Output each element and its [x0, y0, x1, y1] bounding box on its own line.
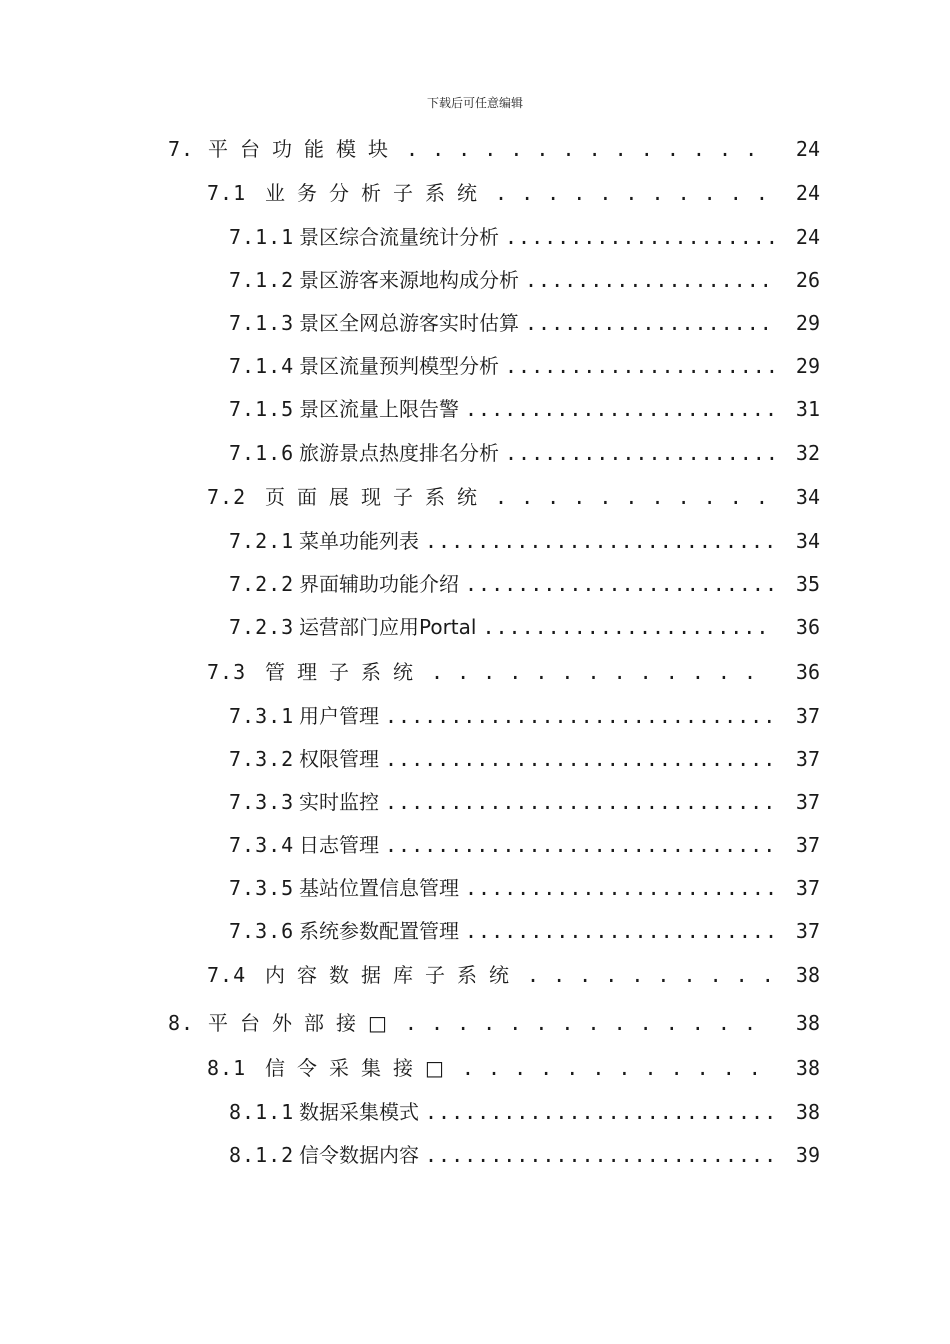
toc-leader-dots [406, 131, 774, 167]
toc-entry-title: 信令数据内容 [299, 1143, 419, 1167]
toc-entry-page: 24 [795, 181, 820, 205]
toc-entry-number: 7.3.5 [229, 876, 295, 900]
toc-entry-title: 平台功能模块 [208, 137, 400, 161]
toc-leader-dots [505, 348, 774, 384]
toc-entry-number: 7.2.3 [229, 615, 295, 639]
toc-entry-page: 37 [795, 833, 820, 857]
toc-entry-page: 37 [795, 747, 820, 771]
toc-entry[interactable] [229, 435, 820, 471]
toc-leader-dots [425, 523, 774, 559]
toc-entry-page: 38 [795, 1056, 820, 1080]
toc-entry-title: 景区流量预判模型分析 [299, 354, 499, 378]
toc-entry[interactable] [229, 1137, 820, 1173]
toc-entry-title: 平台外部接□ [208, 1011, 399, 1035]
toc-entry-page: 31 [795, 397, 820, 421]
toc-entry-title: 菜单功能列表 [299, 529, 419, 553]
toc-entry[interactable] [229, 609, 820, 645]
toc-entry-page: 37 [795, 876, 820, 900]
toc-entry[interactable] [229, 698, 820, 734]
toc-entry[interactable] [229, 523, 820, 559]
toc-entry-page: 38 [795, 963, 820, 987]
toc-entry-page: 24 [795, 137, 820, 161]
toc-entry-title: 信令采集接□ [265, 1056, 456, 1080]
toc-leader-dots [431, 654, 774, 690]
toc-entry[interactable] [207, 175, 820, 211]
toc-leader-dots [405, 1005, 774, 1041]
toc-entry-number: 7.1.2 [229, 268, 295, 292]
toc-leader-dots [527, 957, 774, 993]
toc-entry-title: 内容数据库子系统 [265, 963, 521, 987]
toc-entry[interactable] [207, 957, 820, 993]
toc-entry-number: 7.1.5 [229, 397, 295, 421]
toc-entry[interactable] [229, 391, 820, 427]
toc-entry-number: 7.1.1 [229, 225, 295, 249]
toc-entry-number: 7.2 [207, 485, 247, 509]
toc-entry-title: 运营部门应用Portal [299, 615, 477, 639]
toc-entry-title: 景区综合流量统计分析 [299, 225, 499, 249]
toc-leader-dots [465, 913, 774, 949]
toc-entry-title: 业务分析子系统 [265, 181, 489, 205]
toc-entry-page: 36 [795, 615, 820, 639]
toc-entry-title: 权限管理 [299, 747, 379, 771]
toc-entry-title: 景区游客来源地构成分析 [299, 268, 519, 292]
toc-entry-number: 7.3.2 [229, 747, 295, 771]
toc-leader-dots [495, 175, 774, 211]
toc-entry[interactable] [229, 348, 820, 384]
toc-entry-title: 日志管理 [299, 833, 379, 857]
toc-entry-title: 页面展现子系统 [265, 485, 489, 509]
toc-leader-dots [505, 435, 774, 471]
toc-leader-dots [495, 479, 774, 515]
toc-entry[interactable] [207, 1050, 820, 1086]
toc-entry-number: 7.3.3 [229, 790, 295, 814]
toc-entry-page: 29 [795, 311, 820, 335]
toc-entry[interactable] [229, 566, 820, 602]
toc-entry-page: 35 [795, 572, 820, 596]
toc-entry-number: 7.1.6 [229, 441, 295, 465]
toc-leader-dots [425, 1137, 774, 1173]
toc-entry-title: 用户管理 [299, 704, 379, 728]
toc-entry[interactable] [229, 219, 820, 255]
toc-entry-title: 实时监控 [299, 790, 379, 814]
toc-entry-number: 7.2.1 [229, 529, 295, 553]
toc-entry-number: 7.1.4 [229, 354, 295, 378]
toc-leader-dots [385, 698, 774, 734]
toc-entry-number: 7.4 [207, 963, 247, 987]
toc-leader-dots [465, 566, 774, 602]
toc-entry-page: 38 [795, 1011, 820, 1035]
toc-entry[interactable] [229, 262, 820, 298]
toc-entry[interactable] [168, 131, 820, 167]
toc-leader-dots [465, 391, 774, 427]
toc-entry-title: 基站位置信息管理 [299, 876, 459, 900]
toc-entry[interactable] [229, 827, 820, 863]
toc-entry-number: 7.3 [207, 660, 247, 684]
toc-leader-dots [462, 1050, 774, 1086]
toc-entry-number: 7.3.6 [229, 919, 295, 943]
toc-leader-dots [465, 870, 774, 906]
toc-entry[interactable] [168, 1005, 820, 1041]
toc-entry[interactable] [229, 870, 820, 906]
toc-entry-page: 32 [795, 441, 820, 465]
toc-leader-dots [385, 784, 774, 820]
toc-entry-number: 8.1.1 [229, 1100, 295, 1124]
toc-entry-page: 34 [795, 529, 820, 553]
toc-entry-number: 7.3.1 [229, 704, 295, 728]
toc-entry-title: 界面辅助功能介绍 [299, 572, 459, 596]
toc-entry-title: 景区全网总游客实时估算 [299, 311, 519, 335]
toc-leader-dots [505, 219, 774, 255]
toc-leader-dots [385, 741, 774, 777]
toc-entry-page: 26 [795, 268, 820, 292]
toc-entry-title: 系统参数配置管理 [299, 919, 459, 943]
toc-leader-dots [525, 262, 774, 298]
toc-entry-page: 24 [795, 225, 820, 249]
toc-entry-page: 38 [795, 1100, 820, 1124]
toc-entry[interactable] [229, 913, 820, 949]
toc-entry-title: 景区流量上限告警 [299, 397, 459, 421]
toc-entry-number: 7.1.3 [229, 311, 295, 335]
toc-leader-dots [525, 305, 774, 341]
toc-leader-dots [385, 827, 774, 863]
toc-entry[interactable] [229, 784, 820, 820]
toc-entry-number: 8.1.2 [229, 1143, 295, 1167]
toc-entry-title: 管理子系统 [265, 660, 425, 684]
header-note: 下载后可任意编辑 [426, 96, 523, 110]
toc-entry-title: 旅游景点热度排名分析 [299, 441, 499, 465]
toc-entry-number: 8. [168, 1011, 195, 1035]
toc-entry-page: 34 [795, 485, 820, 509]
toc-entry-number: 7. [168, 137, 195, 161]
toc-entry[interactable] [229, 741, 820, 777]
toc-entry-page: 37 [795, 704, 820, 728]
toc-entry-title: 数据采集模式 [299, 1100, 419, 1124]
toc-entry-page: 39 [795, 1143, 820, 1167]
toc-entry[interactable] [207, 654, 820, 690]
toc-entry-number: 8.1 [207, 1056, 247, 1080]
toc-entry-page: 36 [795, 660, 820, 684]
toc-leader-dots [425, 1094, 774, 1130]
toc-entry-number: 7.1 [207, 181, 247, 205]
toc-entry-page: 29 [795, 354, 820, 378]
toc-leader-dots [482, 609, 774, 645]
toc-entry[interactable] [229, 1094, 820, 1130]
toc-entry[interactable] [229, 305, 820, 341]
toc-entry[interactable] [207, 479, 820, 515]
toc-entry-page: 37 [795, 790, 820, 814]
toc-entry-number: 7.2.2 [229, 572, 295, 596]
toc-entry-number: 7.3.4 [229, 833, 295, 857]
toc-entry-page: 37 [795, 919, 820, 943]
